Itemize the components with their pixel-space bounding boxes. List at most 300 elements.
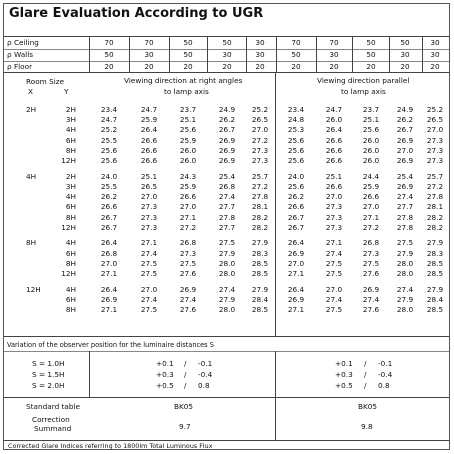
reflectance-value: 20 [366,62,376,71]
variation-c: +0.1 [335,359,353,368]
x-size-label: 12H [26,284,41,294]
reflectance-value: 30 [400,50,410,59]
ugr-value: 25.6 [179,125,197,135]
ugr-value: 27.3 [140,222,158,232]
ugr-value: 26.4 [140,125,158,135]
reflectance-value: 50 [400,38,410,47]
ugr-value: 25.2 [426,105,444,114]
ugr-value: 26.8 [179,238,197,248]
reflectance-value: 30 [222,50,232,59]
ugr-value: 26.6 [362,192,380,202]
reflectance-value: 20 [430,62,440,71]
ugr-value: 26.9 [396,182,414,191]
ugr-value: 26.9 [218,145,236,155]
variation-d: -0.4 [378,370,393,379]
ugr-value: 26.8 [100,248,118,258]
ugr-value: 27.2 [426,182,444,191]
ugr-value: 25.6 [100,145,118,155]
ugr-value: 26.7 [287,212,305,222]
reflectance-value: 30 [144,50,154,59]
ugr-value: 26.9 [362,284,380,294]
reflectance-row [4,49,449,61]
ugr-value: 27.0 [325,284,343,294]
variation-c: +0.3 [335,370,353,379]
reflectance-value: 30 [329,50,339,59]
reflectance-value: 70 [329,38,339,47]
ugr-value: 23.7 [179,105,197,114]
ugr-value: 27.9 [426,238,444,248]
reflectance-label: ρ Ceiling [7,38,39,47]
variation-b: -0.1 [198,359,213,368]
ugr-value: 27.0 [325,192,343,202]
ugr-value: 28.0 [396,258,414,268]
variation-sep: / [184,381,187,390]
ugr-value: 26.6 [140,145,158,155]
ugr-value: 27.8 [396,212,414,222]
ugr-value: 26.6 [140,156,158,165]
ugr-value: 27.3 [426,145,444,155]
reflectance-value: 20 [255,62,265,71]
y-size-label: 12H [61,269,76,278]
reflectance-value: 50 [366,50,376,59]
ugr-value: 26.2 [100,192,118,202]
reflectance-label: ρ Walls [7,50,34,59]
ugr-value: 28.3 [251,248,269,258]
ugr-value: 27.9 [251,238,269,248]
correction-label-1: Correction [32,415,70,424]
variation-sep: / [184,359,187,368]
y-size-label: 4H [65,125,76,135]
correction-par: 9.8 [361,422,373,431]
ugr-value: 24.9 [396,105,414,114]
ugr-value: 28.2 [426,222,444,232]
ugr-value: 27.5 [179,258,197,268]
reflectance-value: 70 [291,38,301,47]
ugr-value: 26.0 [325,115,343,125]
ugr-value: 27.3 [426,156,444,165]
variation-mid-divider [275,351,276,440]
ugr-value: 25.6 [287,182,305,191]
ugr-value: 27.4 [325,248,343,258]
variation-title: Variation of the observer position for the luminaire distances S [7,341,214,349]
ugr-value: 26.4 [100,238,118,248]
reflectance-value: 50 [222,38,232,47]
variation-sep: / [184,370,187,379]
variation-d: 0.8 [378,381,390,390]
reflectance-value: 50 [291,50,301,59]
ugr-value: 28.5 [426,305,444,314]
ugr-value: 28.0 [396,305,414,314]
reflectance-vdivider [389,37,390,73]
ugr-value: 26.6 [287,202,305,212]
ugr-value: 28.5 [251,258,269,268]
reflectance-value: 30 [255,38,265,47]
ugr-value: 27.3 [325,212,343,222]
standard-par: BK05 [358,402,378,411]
standard-label: Standard table [26,402,80,411]
reflectance-vdivider [169,37,170,73]
reflectance-vdivider [129,37,130,73]
ugr-value: 28.2 [251,212,269,222]
reflectance-value: 20 [183,62,193,71]
y-size-label: 3H [65,115,76,125]
reflectance-value: 30 [255,50,265,59]
y-size-label: 6H [65,135,76,145]
ugr-value: 28.5 [251,305,269,314]
ugr-value: 27.4 [140,294,158,304]
ugr-value: 27.2 [179,222,197,232]
reflectance-value: 70 [144,38,154,47]
ugr-value: 27.0 [251,125,269,135]
ugr-value: 27.9 [218,294,236,304]
ugr-value: 27.1 [100,305,118,314]
ugr-value: 27.4 [179,294,197,304]
ugr-value: 26.6 [100,202,118,212]
ugr-value: 25.1 [140,171,158,181]
ugr-value: 25.9 [179,182,197,191]
reflectance-vdivider [246,37,247,73]
ugr-value: 27.4 [140,248,158,258]
ugr-value: 27.4 [396,284,414,294]
ugr-value: 27.2 [251,182,269,191]
ugr-value: 27.6 [362,305,380,314]
ugr-value: 26.9 [287,248,305,258]
ugr-value: 27.5 [325,269,343,278]
ugr-value: 27.7 [218,202,236,212]
ugr-value: 27.1 [140,238,158,248]
ugr-value: 26.0 [362,145,380,155]
variation-b: -0.4 [198,370,213,379]
ugr-value: 25.4 [396,171,414,181]
ugr-value: 28.5 [251,269,269,278]
ugr-value: 27.2 [251,135,269,145]
variation-c: +0.5 [335,381,353,390]
ugr-value: 27.2 [362,222,380,232]
ugr-value: 23.4 [287,105,305,114]
ugr-value: 26.5 [426,115,444,125]
ugr-value: 27.8 [251,192,269,202]
reflectance-row [4,61,449,73]
y-size-label: 4H [65,238,76,248]
ugr-value: 27.4 [325,294,343,304]
ugr-value: 28.5 [426,269,444,278]
ugr-value: 26.4 [325,125,343,135]
ugr-value: 25.9 [362,182,380,191]
reflectance-value: 50 [366,38,376,47]
ugr-value: 26.7 [287,222,305,232]
ugr-value: 27.0 [396,145,414,155]
reflectance-row [4,37,449,49]
ugr-value: 24.8 [287,115,305,125]
y-size-label: 4H [65,284,76,294]
ugr-value: 26.7 [218,125,236,135]
ugr-value: 26.4 [100,284,118,294]
reflectance-vdivider [316,37,317,73]
ugr-value: 27.0 [140,284,158,294]
y-size-label: 3H [65,182,76,191]
ugr-value: 26.0 [179,156,197,165]
ugr-value: 25.7 [251,171,269,181]
ugr-value: 28.0 [218,258,236,268]
variation-label: S = 1.0H [32,359,65,368]
reflectance-vdivider [89,37,90,73]
y-size-label: 8H [65,305,76,314]
parallel-header: Viewing direction parallel [317,76,410,85]
y-size-label: 12H [61,222,76,232]
ugr-value: 25.6 [287,156,305,165]
y-size-label: 4H [65,192,76,202]
ugr-value: 25.5 [100,182,118,191]
ugr-value: 27.0 [287,258,305,268]
reflectance-value: 50 [183,38,193,47]
ugr-value: 27.9 [426,284,444,294]
ugr-value: 25.6 [287,135,305,145]
ugr-value: 28.5 [426,258,444,268]
ugr-value: 26.9 [179,284,197,294]
ugr-value: 27.5 [140,258,158,268]
ugr-value: 26.4 [287,238,305,248]
ugr-value: 26.9 [218,135,236,145]
ugr-value: 27.1 [325,238,343,248]
ugr-value: 28.4 [426,294,444,304]
reflectance-value: 20 [222,62,232,71]
ugr-value: 25.6 [362,125,380,135]
ugr-value: 27.5 [325,305,343,314]
ugr-value: 27.8 [396,222,414,232]
variation-top-line [4,336,449,337]
ugr-value: 25.2 [100,125,118,135]
variation-sep: / [364,359,367,368]
ugr-value: 25.3 [287,125,305,135]
ugr-value: 24.7 [325,105,343,114]
reflectance-value: 20 [291,62,301,71]
variation-a: +0.1 [156,359,174,368]
ugr-value: 25.4 [218,171,236,181]
ugr-value: 27.6 [179,305,197,314]
footnote: Corrected Glare Indices referring to 1800lm Total Luminous Flux [8,442,213,450]
correction-label-2: Summand [34,424,72,433]
ugr-value: 27.9 [396,248,414,258]
ugr-value: 27.5 [218,238,236,248]
ugr-value: 28.1 [251,202,269,212]
ugr-value: 27.0 [362,202,380,212]
ugr-value: 25.1 [325,171,343,181]
ugr-value: 28.0 [218,305,236,314]
reflectance-value: 50 [104,50,114,59]
ugr-value: 26.6 [325,156,343,165]
variation-d: -0.1 [378,359,393,368]
ugr-value: 24.0 [100,171,118,181]
y-size-label: 8H [65,145,76,155]
ugr-value: 28.2 [426,212,444,222]
reflectance-label: ρ Floor [7,62,33,71]
room-size-label: Room Size [26,77,65,86]
variation-b: 0.8 [198,381,210,390]
ugr-value: 27.9 [251,284,269,294]
ugr-value: 27.9 [218,248,236,258]
ugr-value: 27.4 [218,284,236,294]
ugr-value: 27.3 [140,212,158,222]
ugr-value: 27.5 [140,269,158,278]
ugr-value: 25.1 [179,115,197,125]
ugr-value: 23.7 [362,105,380,114]
ugr-value: 26.6 [179,192,197,202]
page-title: Glare Evaluation According to UGR [9,6,264,21]
ugr-value: 25.2 [251,105,269,114]
reflectance-value: 20 [144,62,154,71]
variation-a: +0.3 [156,370,174,379]
ugr-value: 28.4 [251,294,269,304]
x-label: X [28,87,33,96]
standard-perp: BK05 [174,402,194,411]
ugr-value: 26.0 [362,135,380,145]
ugr-value: 27.1 [287,305,305,314]
ugr-value: 26.6 [325,182,343,191]
ugr-value: 27.0 [100,258,118,268]
ugr-table-frame [3,3,450,450]
ugr-value: 27.7 [396,202,414,212]
x-size-label: 8H [26,238,37,248]
ugr-value: 24.9 [218,105,236,114]
ugr-value: 24.7 [140,105,158,114]
y-size-label: 2H [65,105,76,114]
correction-perp: 9.7 [179,422,191,431]
ugr-value: 27.5 [140,305,158,314]
ugr-value: 27.1 [179,212,197,222]
ugr-value: 25.9 [179,135,197,145]
perp-header-2: to lamp axis [164,87,209,96]
ugr-value: 27.9 [396,294,414,304]
ugr-value: 26.5 [251,115,269,125]
ugr-value: 27.3 [251,156,269,165]
ugr-value: 25.1 [362,115,380,125]
footnote-line [4,440,449,441]
ugr-value: 26.7 [100,212,118,222]
ugr-value: 27.3 [325,202,343,212]
ugr-value: 26.5 [140,182,158,191]
variation-sep: / [364,370,367,379]
ugr-value: 26.9 [396,135,414,145]
x-size-label: 2H [26,105,37,114]
ugr-value: 27.8 [218,212,236,222]
y-size-label: 8H [65,212,76,222]
ugr-value: 26.2 [396,115,414,125]
ugr-value: 27.7 [218,222,236,232]
reflectance-vdivider [422,37,423,73]
ugr-value: 27.3 [179,248,197,258]
ugr-value: 26.9 [287,294,305,304]
ugr-value: 27.3 [251,145,269,155]
y-size-label: 8H [65,258,76,268]
ugr-value: 25.5 [100,135,118,145]
ugr-value: 27.8 [426,192,444,202]
ugr-value: 27.5 [396,238,414,248]
reflectance-value: 20 [329,62,339,71]
y-size-label: 12H [61,156,76,165]
ugr-value: 28.3 [426,248,444,258]
ugr-value: 27.4 [362,294,380,304]
ugr-value: 25.6 [287,145,305,155]
ugr-value: 27.4 [218,192,236,202]
ugr-value: 26.2 [218,115,236,125]
ugr-value: 27.4 [396,192,414,202]
variation-left-divider [89,351,90,397]
standard-top-line [4,397,449,398]
ugr-value: 26.9 [218,156,236,165]
ugr-value: 27.5 [362,258,380,268]
reflectance-value: 20 [104,62,114,71]
ugr-value: 27.1 [287,269,305,278]
reflectance-vdivider [207,37,208,73]
ugr-value: 27.0 [179,202,197,212]
ugr-value: 26.6 [325,145,343,155]
reflectance-vdivider [276,37,277,73]
ugr-value: 26.7 [100,222,118,232]
variation-label: S = 1.5H [32,370,65,379]
variation-a: +0.5 [156,381,174,390]
perp-header: Viewing direction at right angles [124,76,243,85]
ugr-value: 24.4 [362,171,380,181]
y-label: Y [64,87,69,96]
ugr-value: 27.1 [362,212,380,222]
ugr-value: 28.0 [396,269,414,278]
reflectance-value: 20 [400,62,410,71]
variation-sep: / [364,381,367,390]
ugr-value: 27.0 [426,125,444,135]
ugr-value: 26.6 [140,135,158,145]
ugr-value: 27.5 [325,258,343,268]
ugr-value: 24.0 [287,171,305,181]
ugr-value: 28.1 [426,202,444,212]
ugr-value: 28.0 [218,269,236,278]
reflectance-value: 30 [430,50,440,59]
variation-line [4,351,449,352]
ugr-value: 26.9 [396,156,414,165]
ugr-value: 26.8 [218,182,236,191]
ugr-value: 27.1 [100,269,118,278]
ugr-value: 25.9 [140,115,158,125]
ugr-value: 23.4 [100,105,118,114]
ugr-value: 26.7 [396,125,414,135]
ugr-value: 27.6 [362,269,380,278]
reflectance-vdivider [352,37,353,73]
y-size-label: 6H [65,202,76,212]
ugr-value: 27.3 [325,222,343,232]
ugr-value: 26.8 [362,238,380,248]
ugr-value: 27.3 [140,202,158,212]
ugr-value: 26.0 [362,156,380,165]
ugr-value: 25.6 [100,156,118,165]
ugr-value: 26.9 [100,294,118,304]
y-size-label: 2H [65,171,76,181]
ugr-value: 27.3 [426,135,444,145]
ugr-value: 25.7 [426,171,444,181]
y-size-label: 6H [65,294,76,304]
ugr-value: 27.6 [179,269,197,278]
ugr-value: 28.2 [251,222,269,232]
ugr-value: 24.3 [179,171,197,181]
reflectance-block [4,36,449,73]
ugr-value: 26.2 [287,192,305,202]
ugr-value: 26.0 [179,145,197,155]
ugr-value: 24.7 [100,115,118,125]
ugr-value: 26.4 [287,284,305,294]
reflectance-value: 50 [183,50,193,59]
parallel-header-2: to lamp axis [341,87,386,96]
ugr-value: 26.6 [325,135,343,145]
reflectance-value: 70 [104,38,114,47]
reflectance-value: 30 [430,38,440,47]
